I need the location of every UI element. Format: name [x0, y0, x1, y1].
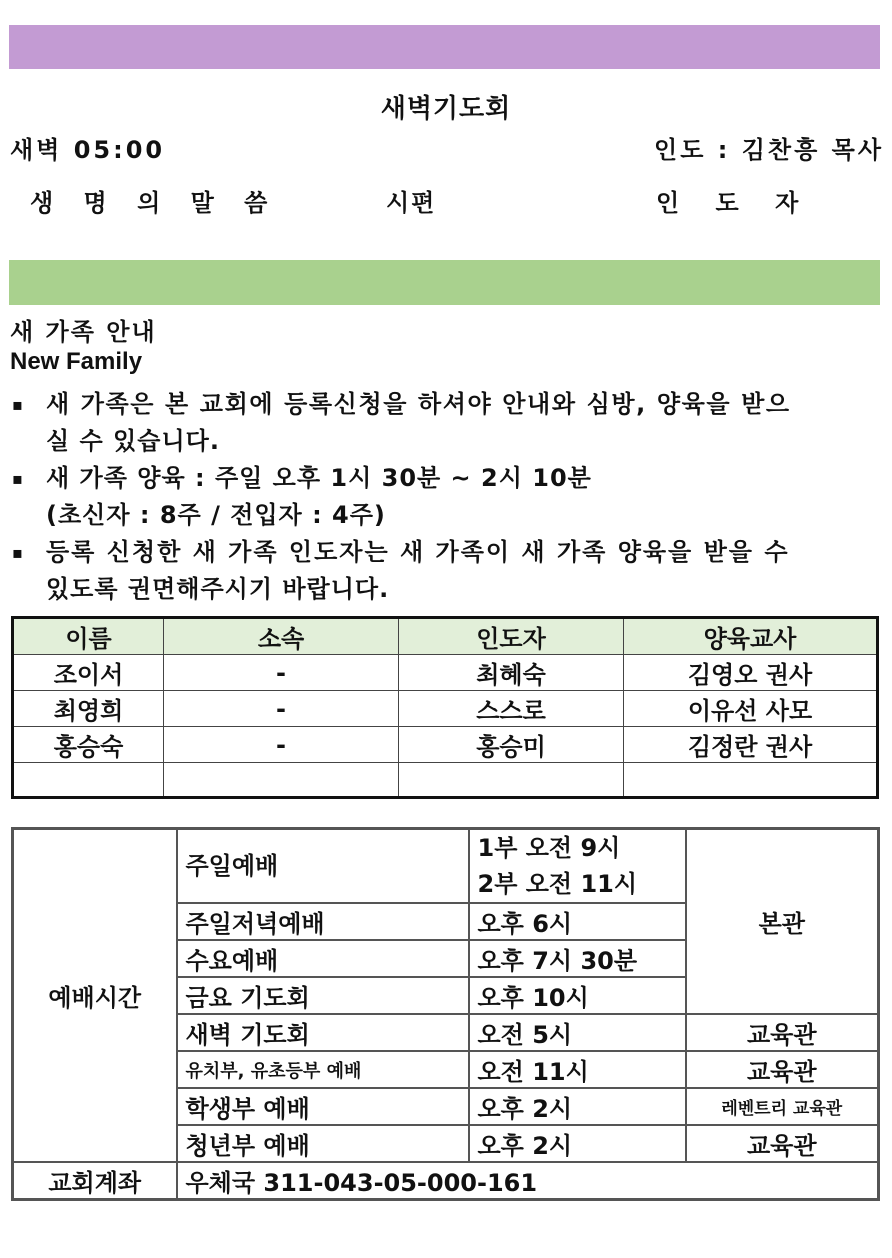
cell-affiliation	[164, 763, 399, 798]
table-row	[13, 691, 878, 727]
service-time: 오후 2시	[469, 1125, 686, 1162]
cell-affiliation: -	[164, 727, 399, 763]
col-header-teacher: 양육교사	[624, 618, 878, 655]
service-time: 오후 10시	[469, 977, 686, 1014]
service-place: 교육관	[686, 1014, 879, 1051]
header-bar-purple	[9, 25, 880, 69]
service-times-label: 예배시간	[13, 829, 177, 1163]
account-label: 교회계좌	[13, 1162, 177, 1200]
cell-teacher	[624, 763, 878, 798]
service-place: 교육관	[686, 1125, 879, 1162]
cell-name: 조이서	[13, 655, 164, 691]
bullet-item	[10, 386, 884, 460]
cell-guide: 홍승미	[399, 727, 624, 763]
service-place: 레벤트리 교육관	[686, 1088, 879, 1125]
service-time	[469, 829, 686, 904]
bullet-line: 있도록 권면해주시기 바랍니다.	[46, 575, 390, 603]
service-times-table	[11, 827, 880, 1201]
dawn-prayer-leader: 인도 : 김찬흥 목사	[654, 136, 884, 164]
service-place-main: 본관	[686, 829, 879, 1015]
dawn-prayer-title: 새벽기도회	[380, 94, 512, 124]
dawn-prayer-time: 새벽 05:00	[10, 136, 166, 164]
col-header-name: 이름	[13, 618, 164, 655]
cell-guide: 스스로	[399, 691, 624, 727]
table-header-row	[13, 618, 878, 655]
service-time: 오후 6시	[469, 903, 686, 940]
new-family-subtitle: New Family	[10, 348, 143, 375]
account-row	[13, 1162, 879, 1200]
cell-affiliation: -	[164, 691, 399, 727]
col-header-affiliation: 소속	[164, 618, 399, 655]
service-row	[13, 829, 879, 904]
cell-name: 최영희	[13, 691, 164, 727]
bullet-item	[10, 534, 884, 608]
service-place: 교육관	[686, 1051, 879, 1088]
service-name: 새벽 기도회	[177, 1014, 469, 1051]
service-time: 오후 2시	[469, 1088, 686, 1125]
word-of-life-label: 생 명 의 말 씀	[30, 189, 279, 217]
service-name: 유치부, 유초등부 예배	[177, 1051, 469, 1088]
section-bar-green	[9, 260, 880, 305]
service-name: 주일저녁예배	[177, 903, 469, 940]
bullet-mark: ▪	[12, 469, 23, 488]
table-row	[13, 655, 878, 691]
word-leader-label: 인 도 자	[656, 189, 813, 217]
new-family-title: 새 가족 안내	[10, 318, 157, 346]
new-family-table	[11, 616, 879, 799]
service-time-first: 1부 오전 9시	[477, 834, 621, 862]
scripture-reference: 시편	[386, 189, 437, 217]
service-time: 오전 5시	[469, 1014, 686, 1051]
cell-teacher: 김영오 권사	[624, 655, 878, 691]
cell-name: 홍승숙	[13, 727, 164, 763]
bullet-mark: ▪	[12, 543, 23, 562]
service-name: 청년부 예배	[177, 1125, 469, 1162]
service-time: 오후 7시 30분	[469, 940, 686, 977]
cell-guide	[399, 763, 624, 798]
cell-name	[13, 763, 164, 798]
account-number: 우체국 311-043-05-000-161	[177, 1162, 879, 1200]
service-time: 오전 11시	[469, 1051, 686, 1088]
cell-teacher: 김정란 권사	[624, 727, 878, 763]
bullet-item	[10, 460, 884, 534]
col-header-guide: 인도자	[399, 618, 624, 655]
service-name: 금요 기도회	[177, 977, 469, 1014]
new-family-bullets	[10, 386, 884, 608]
cell-teacher: 이유선 사모	[624, 691, 878, 727]
bullet-line: 실 수 있습니다.	[46, 427, 220, 455]
bullet-line: (초신자 : 8주 / 전입자 : 4주)	[46, 501, 386, 529]
cell-affiliation: -	[164, 655, 399, 691]
table-row	[13, 763, 878, 798]
bullet-mark: ▪	[12, 395, 23, 414]
service-name: 학생부 예배	[177, 1088, 469, 1125]
bullet-line: 새 가족 양육 : 주일 오후 1시 30분 ~ 2시 10분	[46, 464, 592, 492]
service-time-second: 2부 오전 11시	[477, 870, 638, 898]
service-name: 수요예배	[177, 940, 469, 977]
bullet-line: 새 가족은 본 교회에 등록신청을 하셔야 안내와 심방, 양육을 받으	[46, 390, 791, 418]
table-row	[13, 727, 878, 763]
service-name: 주일예배	[177, 829, 469, 904]
cell-guide: 최혜숙	[399, 655, 624, 691]
bullet-line: 등록 신청한 새 가족 인도자는 새 가족이 새 가족 양육을 받을 수	[46, 538, 790, 566]
